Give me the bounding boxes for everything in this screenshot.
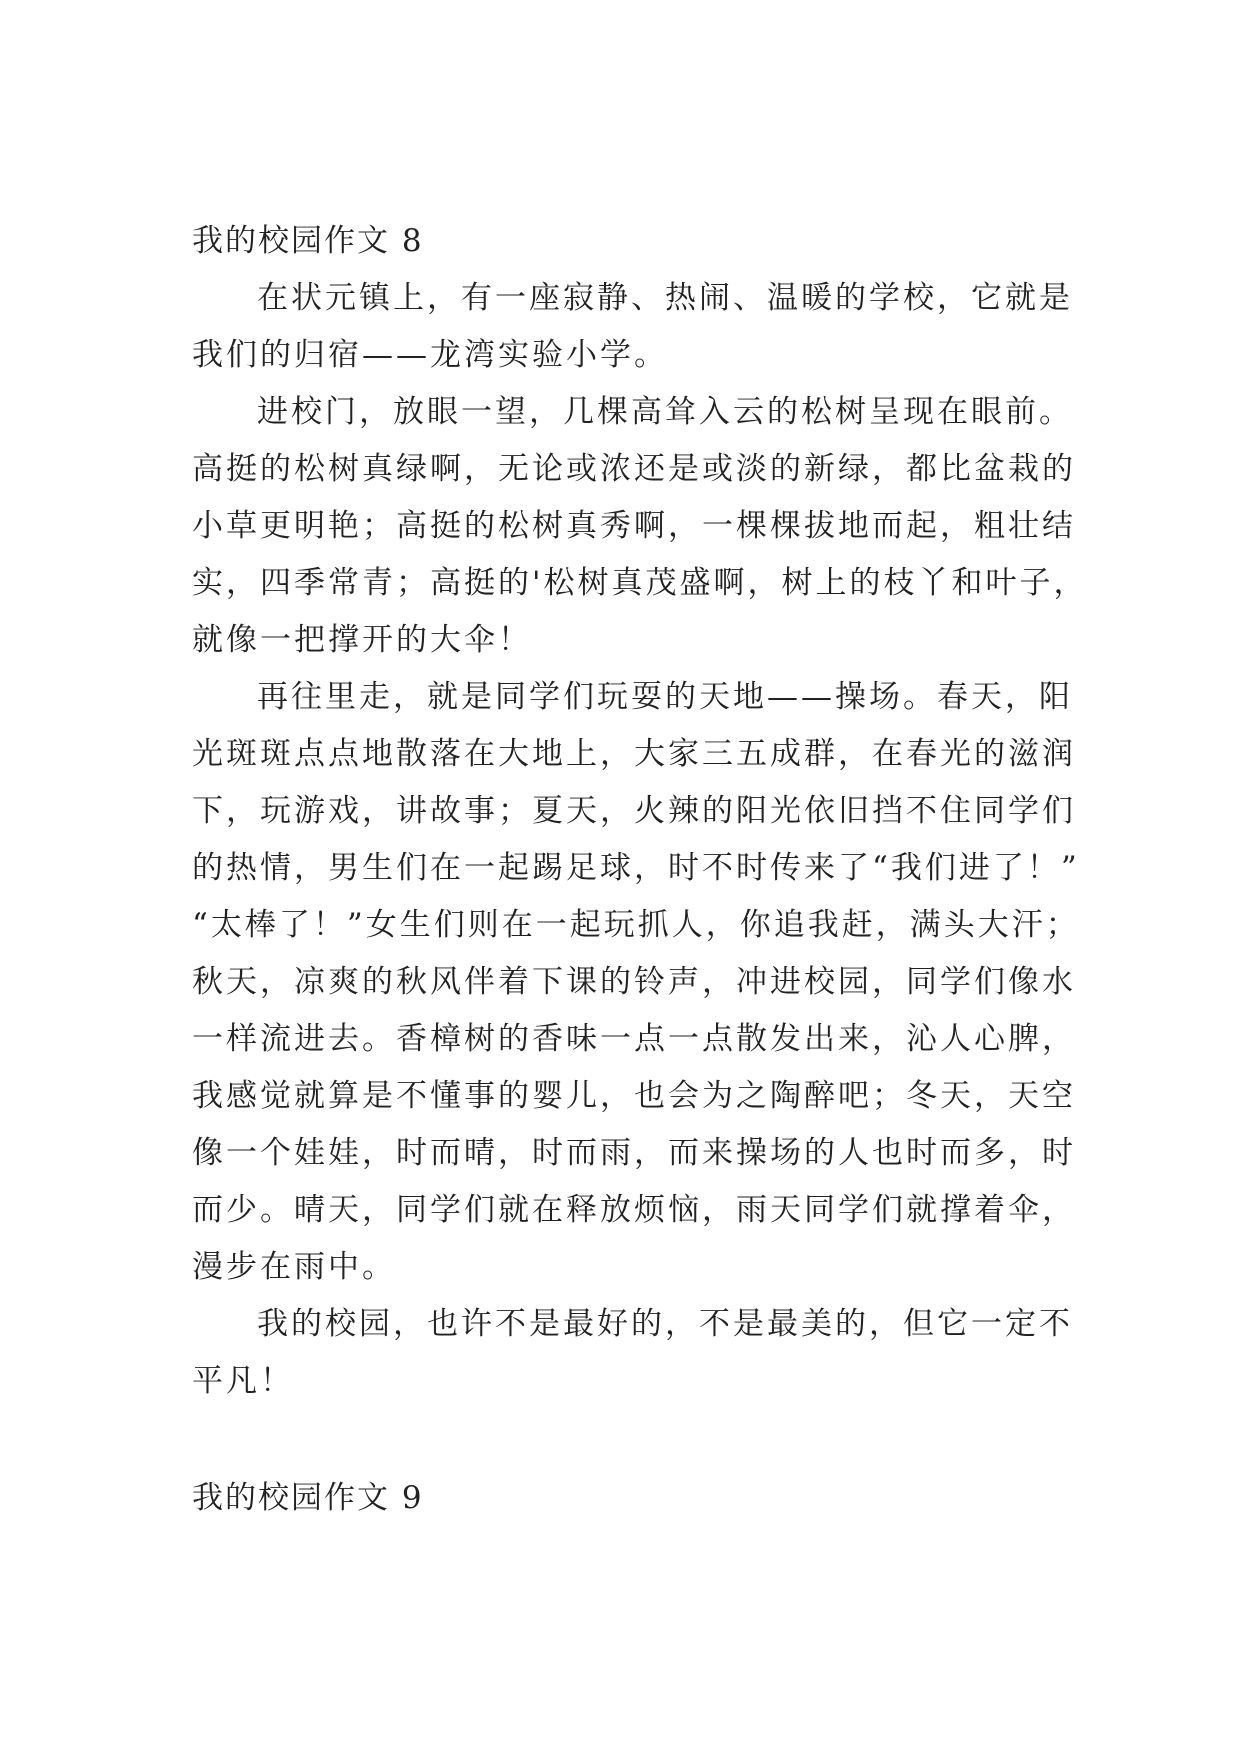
- paragraph-line: 就像一把撑开的大伞！: [192, 622, 532, 658]
- essay-title-9: 我的校园作文 9: [192, 1480, 424, 1516]
- paragraph-line: 高挺的松树真绿啊，无论或浓还是或淡的新绿，都比盆栽的: [192, 451, 1076, 487]
- paragraph-line: 我们的归宿——龙湾实验小学。: [192, 337, 668, 373]
- paragraph-line: “太棒了！”女生们则在一起玩抓人，你追我赶，满头大汗；: [192, 907, 1080, 943]
- paragraph-line: 平凡！: [192, 1363, 294, 1399]
- paragraph-line: 秋天，凉爽的秋风伴着下课的铃声，冲进校园，同学们像水: [192, 964, 1076, 1000]
- essay-title-8: 我的校园作文 8: [192, 223, 424, 259]
- paragraph-line: 我的校园，也许不是最好的，不是最美的，但它一定不: [257, 1306, 1073, 1342]
- paragraph-line: 小草更明艳；高挺的松树真秀啊，一棵棵拔地而起，粗壮结: [192, 508, 1076, 544]
- paragraph-line: 而少。晴天，同学们就在释放烦恼，雨天同学们就撑着伞，: [192, 1192, 1076, 1228]
- paragraph-line: 漫步在雨中。: [192, 1249, 396, 1285]
- paragraph-line: 我感觉就算是不懂事的婴儿，也会为之陶醉吧；冬天，天空: [192, 1078, 1076, 1114]
- paragraph-line: 像一个娃娃，时而晴，时而雨，而来操场的人也时而多，时: [192, 1135, 1076, 1171]
- paragraph-line: 下，玩游戏，讲故事；夏天，火辣的阳光依旧挡不住同学们: [192, 793, 1076, 829]
- paragraph-line: 实，四季常青；高挺的'松树真茂盛啊，树上的枝丫和叶子，: [192, 565, 1088, 601]
- paragraph-line: 进校门，放眼一望，几棵高耸入云的松树呈现在眼前。: [257, 394, 1073, 430]
- paragraph-line: 一样流进去。香樟树的香味一点一点散发出来，沁人心脾，: [192, 1021, 1076, 1057]
- paragraph-line: 的热情，男生们在一起踢足球，时不时传来了“我们进了！”: [192, 850, 1080, 886]
- paragraph-line: 再往里走，就是同学们玩耍的天地——操场。春天，阳: [257, 679, 1073, 715]
- paragraph-line: 光斑斑点点地散落在大地上，大家三五成群，在春光的滋润: [192, 736, 1076, 772]
- paragraph-line: 在状元镇上，有一座寂静、热闹、温暖的学校，它就是: [257, 280, 1073, 316]
